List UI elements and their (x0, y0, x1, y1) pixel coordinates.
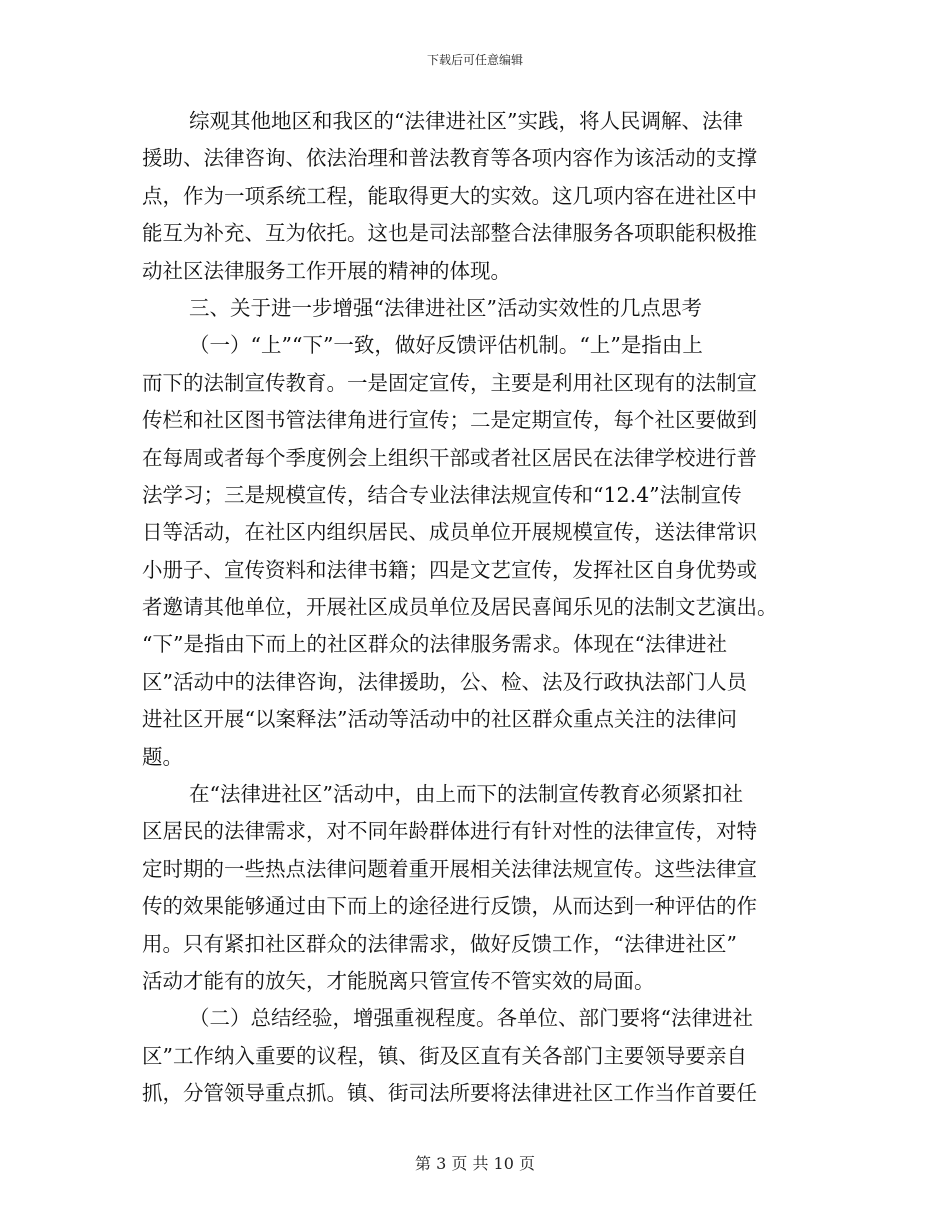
text-line: “下”是指由下而上的社区群众的法律服务需求。体现在“法律进社 (142, 632, 727, 657)
text-line: 进社区开展“以案释法”活动等活动中的社区群众重点关注的法律问 (142, 707, 737, 732)
text-line: 在每周或者每个季度例会上组织干部或者社区居民在法律学校进行普 (142, 445, 757, 470)
text-line: 传栏和社区图书管法律角进行宣传；二是定期宣传，每个社区要做到 (142, 408, 757, 433)
text-line: 援助、法律咨询、依法治理和普法教育等各项内容作为该活动的支撑 (142, 146, 757, 171)
text-line: 在“法律进社区”活动中，由上而下的法制宣传教育必须紧扣社 (189, 782, 743, 807)
text-line: 日等活动，在社区内组织居民、成员单位开展规模宣传，送法律常识 (142, 520, 757, 545)
text-line: 区”工作纳入重要的议程，镇、街及区直有关各部门主要领导要亲自 (142, 1043, 747, 1068)
text-line: 区”活动中的法律咨询，法律援助，公、检、法及行政执法部门人员 (142, 669, 747, 694)
text-line: 题。 (142, 744, 183, 769)
text-line: 区居民的法律需求，对不同年龄群体进行有针对性的法律宣传，对特 (142, 819, 757, 844)
text-line: 传的效果能够通过由下而上的途径进行反馈，从而达到一种评估的作 (142, 894, 757, 919)
text-line: 抓，分管领导重点抓。镇、街司法所要将法律进社区工作当作首要任 (142, 1081, 757, 1106)
text-line: 活动才能有的放矢，才能脱离只管宣传不管实效的局面。 (142, 968, 655, 993)
header-note: 下载后可任意编辑 (426, 53, 523, 67)
text-line: 能互为补充、互为依托。这也是司法部整合法律服务各项职能积极推 (142, 221, 757, 246)
text-line: 定时期的一些热点法律问题着重开展相关法律法规宣传。这些法律宣 (142, 856, 757, 881)
page-footer (0, 1153, 950, 1175)
page-number: 第 3 页 共 10 页 (415, 1154, 535, 1173)
text-line: 点，作为一项系统工程，能取得更大的实效。这几项内容在进社区中 (142, 183, 757, 208)
text-line: 者邀请其他单位，开展社区成员单位及居民喜闻乐见的法制文艺演出。 (142, 595, 778, 620)
document-body (142, 103, 808, 1113)
text-line: （一）“上”“下”一致，做好反馈评估机制。“上”是指由上 (189, 333, 703, 358)
text-line: 用。只有紧扣社区群众的法律需求，做好反馈工作，“法律进社区” (142, 931, 737, 956)
text-line: 动社区法律服务工作开展的精神的体现。 (142, 258, 511, 283)
text-line: 三、关于进一步增强“法律进社区”活动实效性的几点思考 (189, 295, 702, 320)
text-line: 法学习；三是规模宣传，结合专业法律法规宣传和“12.4”法制宣传 (142, 482, 742, 507)
text-line: 而下的法制宣传教育。一是固定宣传，主要是利用社区现有的法制宣 (142, 370, 757, 395)
page-header (0, 52, 950, 68)
text-line: （二）总结经验，增强重视程度。各单位、部门要将“法律进社 (189, 1006, 753, 1031)
text-line: 小册子、宣传资料和法律书籍；四是文艺宣传，发挥社区自身优势或 (142, 557, 757, 582)
text-line: 综观其他地区和我区的“法律进社区”实践，将人民调解、法律 (189, 109, 743, 133)
